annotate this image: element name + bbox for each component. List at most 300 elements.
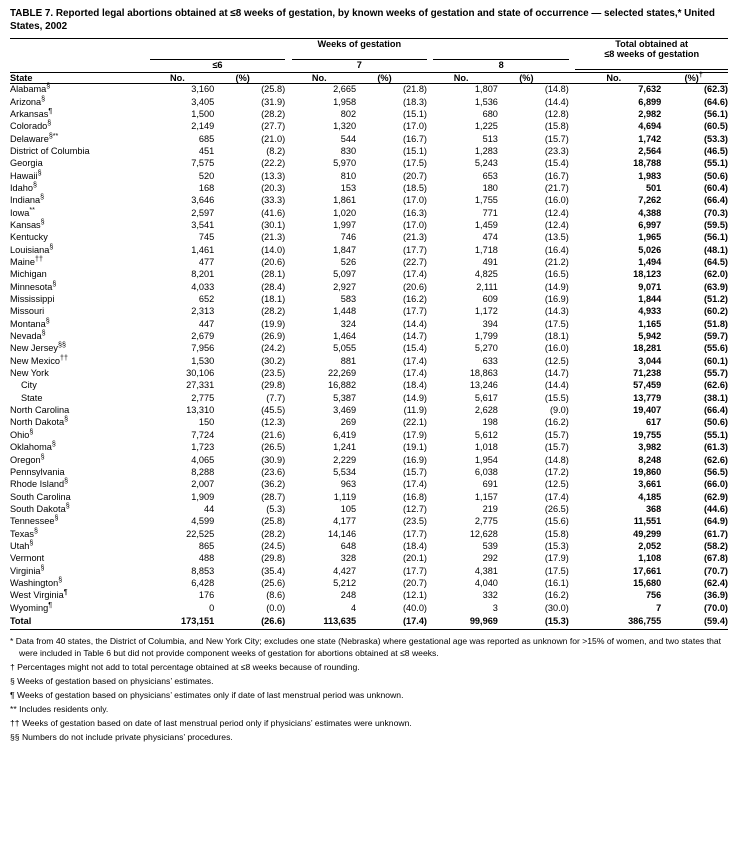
row-state-label: West Virginia¶ [10, 588, 68, 601]
row-state-label: New Jersey§§ [10, 341, 66, 354]
row-w7-pct: (20.6) [402, 281, 427, 292]
row-le6-pct: (20.3) [261, 182, 286, 193]
row-total-no: 368 [645, 503, 662, 514]
row-state-label: Hawaii§ [10, 168, 42, 181]
row-total-pct: (50.6) [703, 170, 728, 181]
row-w8-no: 1,799 [474, 331, 498, 342]
row-w7-no: 2,927 [333, 281, 357, 292]
row-w7-pct: (22.1) [402, 417, 427, 428]
row-w7-pct: (20.7) [402, 577, 427, 588]
row-total-pct: (60.2) [703, 306, 728, 317]
row-total-pct: (67.8) [703, 553, 728, 564]
row-w8-pct: (12.8) [544, 108, 569, 119]
row-w7-no: 105 [340, 503, 357, 514]
total-w8-pct: (15.3) [498, 615, 569, 630]
row-state-label: Oregon§ [10, 452, 45, 465]
row-le6-pct: (29.8) [261, 380, 286, 391]
row-total-no: 19,407 [633, 405, 662, 416]
row-w7-no: 2,229 [333, 454, 357, 465]
row-le6-pct: (28.4) [261, 281, 286, 292]
row-total-pct: (70.0) [703, 602, 728, 613]
row-w8-no: 1,157 [474, 491, 498, 502]
table-row [10, 565, 728, 577]
row-w7-pct: (16.8) [402, 491, 427, 502]
row-total-no: 501 [645, 182, 662, 193]
row-w7-no: 544 [340, 133, 357, 144]
row-total-pct: (62.6) [703, 454, 728, 465]
footnote-0: * Data from 40 states, the District of Columbia, and New York City; excludes one state (Nebraska) where gestational age was reported as unknown for >15% of women, and two states that were included in Table 6 but did not provide component weeks of gestation for abortions obtained at ≤8 weeks. [10, 635, 722, 659]
row-total-pct: (55.7) [703, 368, 728, 379]
row-w7-no: 5,212 [333, 577, 357, 588]
row-w7-pct: (14.9) [402, 392, 427, 403]
row-w8-no: 1,459 [474, 219, 498, 230]
row-total-pct: (58.2) [703, 540, 728, 551]
row-w7-pct: (12.1) [402, 590, 427, 601]
row-total-no: 7,632 [638, 84, 662, 95]
table-title: TABLE 7. Reported legal abortions obtained at ≤8 weeks of gestation, by known weeks of gestation and state of occurrence — selected states,* United States, 2002 [10, 8, 715, 32]
row-w7-no: 2,665 [333, 84, 357, 95]
row-total-pct: (51.8) [703, 318, 728, 329]
total-total-pct: (59.4) [661, 615, 728, 630]
row-w7-no: 746 [340, 232, 357, 243]
row-le6-pct: (13.3) [261, 170, 286, 181]
row-w7-no: 526 [340, 257, 357, 267]
row-le6-no: 22,525 [186, 528, 215, 539]
row-total-no: 3,044 [638, 355, 662, 366]
row-w7-no: 1,958 [333, 96, 357, 107]
row-state-label: State [21, 392, 43, 403]
row-w8-pct: (17.5) [544, 565, 569, 576]
row-total-pct: (61.3) [703, 442, 728, 453]
row-state-label: Arkansas¶ [10, 106, 53, 119]
row-total-no: 756 [645, 590, 662, 601]
row-w7-pct: (23.5) [402, 516, 427, 527]
row-w7-pct: (16.2) [402, 294, 427, 305]
row-w8-pct: (12.5) [544, 479, 569, 490]
row-w8-pct: (13.5) [544, 232, 569, 243]
row-total-no: 7,262 [638, 195, 662, 206]
row-total-no: 19,860 [633, 466, 662, 477]
table-row [10, 146, 728, 158]
row-le6-pct: (19.9) [261, 318, 286, 329]
row-w8-no: 1,807 [474, 84, 498, 95]
row-total-no: 5,942 [638, 331, 662, 342]
row-state-label: Washington§ [10, 575, 63, 588]
header-w8-no: No. [433, 72, 497, 83]
row-w8-pct: (16.2) [544, 590, 569, 601]
row-w8-pct: (21.2) [544, 257, 569, 267]
row-state-label: North Dakota§ [10, 415, 69, 428]
row-le6-no: 150 [198, 417, 215, 428]
row-le6-pct: (12.3) [261, 417, 286, 428]
row-w7-pct: (15.1) [402, 108, 427, 119]
row-le6-no: 27,331 [186, 380, 215, 391]
row-total-no: 18,788 [633, 158, 662, 169]
header-w7-no: No. [292, 72, 356, 83]
footnote-6: §§ Numbers do not include private physicians’ procedures. [10, 731, 233, 742]
row-le6-no: 745 [198, 232, 215, 243]
row-total-no: 71,238 [633, 368, 662, 379]
row-le6-pct: (41.6) [261, 207, 286, 218]
table-row [10, 504, 728, 516]
total-w8-no: 99,969 [433, 615, 497, 630]
row-state-label: Maine†† [10, 254, 43, 267]
row-total-pct: (51.2) [703, 294, 728, 305]
row-w8-no: 332 [482, 590, 498, 601]
table-row [10, 121, 728, 133]
row-total-no: 2,982 [638, 108, 662, 119]
row-w8-no: 539 [482, 540, 498, 551]
row-w7-pct: (17.0) [402, 219, 427, 230]
total-label: Total [10, 615, 150, 630]
row-w7-no: 269 [340, 417, 357, 428]
row-le6-no: 30,106 [186, 368, 215, 379]
header-w8-pct: (%) [498, 72, 569, 83]
row-w8-pct: (17.2) [544, 466, 569, 477]
row-state-label: Vermont [10, 553, 45, 564]
row-w7-pct: (17.7) [402, 528, 427, 539]
footnote-1: † Percentages might not add to total percentage obtained at ≤8 weeks because of rounding. [10, 662, 360, 673]
row-w8-pct: (15.3) [544, 540, 569, 551]
row-le6-pct: (24.5) [261, 540, 286, 551]
table-row [10, 331, 728, 343]
row-state-label: Kentucky [10, 232, 48, 243]
row-state-label: Idaho§ [10, 180, 37, 193]
row-le6-no: 4,599 [191, 516, 215, 527]
row-total-pct: (48.1) [703, 244, 728, 255]
row-total-no: 1,983 [638, 170, 662, 181]
row-w8-no: 1,755 [474, 195, 498, 206]
row-le6-no: 3,160 [191, 84, 215, 95]
row-total-pct: (56.1) [703, 232, 728, 243]
row-total-pct: (62.3) [703, 84, 728, 95]
row-w7-no: 5,055 [333, 343, 357, 354]
row-w7-no: 648 [340, 540, 357, 551]
header-subgroup-le6: ≤6 [212, 59, 223, 70]
row-total-pct: (63.9) [703, 281, 728, 292]
row-w7-pct: (17.0) [402, 121, 427, 132]
row-total-pct: (70.7) [703, 565, 728, 576]
row-w8-pct: (15.5) [544, 392, 569, 403]
row-w7-no: 16,882 [327, 380, 357, 391]
row-le6-no: 1,530 [191, 355, 215, 366]
row-w7-no: 4,427 [333, 565, 357, 576]
row-le6-pct: (8.6) [266, 590, 286, 601]
row-w7-pct: (16.3) [402, 207, 427, 218]
row-total-pct: (55.6) [703, 343, 728, 354]
row-total-no: 7 [656, 602, 662, 613]
table-row [10, 281, 728, 293]
row-w7-no: 810 [340, 170, 357, 181]
row-le6-no: 3,405 [191, 96, 215, 107]
row-w7-no: 583 [340, 294, 357, 305]
row-w8-pct: (15.7) [544, 429, 569, 440]
row-le6-no: 1,909 [191, 491, 215, 502]
row-w7-pct: (18.4) [402, 380, 427, 391]
row-w8-pct: (12.4) [544, 219, 569, 230]
row-total-pct: (64.6) [703, 96, 728, 107]
row-le6-no: 4,033 [191, 281, 215, 292]
row-total-pct: (56.5) [703, 466, 728, 477]
row-total-no: 1,965 [638, 232, 662, 243]
row-le6-no: 2,775 [191, 392, 215, 403]
row-le6-pct: (5.3) [266, 503, 286, 514]
row-state-label: Utah§ [10, 538, 34, 551]
row-le6-no: 0 [209, 602, 215, 613]
row-w8-pct: (15.4) [544, 158, 569, 169]
row-total-no: 4,185 [638, 491, 662, 502]
row-w8-pct: (14.3) [544, 306, 569, 317]
table-row [10, 220, 728, 232]
row-w7-pct: (14.7) [402, 331, 427, 342]
row-w7-pct: (17.7) [402, 565, 427, 576]
table-row [10, 318, 728, 330]
row-w8-pct: (15.7) [544, 442, 569, 453]
header-state: State [10, 72, 150, 83]
footnote-3: ¶ Weeks of gestation based on physicians’ estimates only if date of last menstrual period was unknown. [10, 690, 404, 701]
table-row [10, 454, 728, 466]
table-row [10, 602, 728, 614]
row-le6-pct: (7.7) [266, 392, 286, 403]
row-le6-pct: (21.3) [261, 232, 286, 243]
table-row [10, 417, 728, 429]
row-state-label: New Mexico†† [10, 353, 68, 366]
row-w8-pct: (21.7) [544, 182, 569, 193]
header-total-pct: (%)† [661, 72, 728, 83]
row-w7-pct: (20.1) [402, 553, 427, 564]
row-w7-no: 1,241 [333, 442, 357, 453]
row-state-label: Indiana§ [10, 193, 45, 206]
row-le6-pct: (26.9) [261, 331, 286, 342]
row-w8-no: 1,018 [474, 442, 498, 453]
row-state-label: Pennsylvania [10, 466, 65, 477]
row-total-pct: (55.1) [703, 158, 728, 169]
table-row [10, 96, 728, 108]
row-total-no: 57,459 [633, 380, 662, 391]
row-le6-no: 176 [198, 590, 215, 601]
row-le6-no: 8,201 [191, 269, 215, 280]
row-w8-no: 2,628 [474, 405, 498, 416]
row-w7-no: 1,997 [333, 219, 357, 230]
table-row [10, 491, 728, 503]
row-w7-no: 5,097 [333, 269, 357, 280]
row-w8-pct: (15.8) [544, 528, 569, 539]
row-w7-no: 4,177 [333, 516, 357, 527]
row-le6-pct: (8.2) [266, 145, 286, 156]
row-le6-no: 44 [203, 503, 215, 514]
row-total-no: 8,248 [638, 454, 662, 465]
row-total-no: 9,071 [638, 281, 662, 292]
row-w8-no: 1,172 [474, 306, 498, 317]
row-w8-pct: (16.1) [544, 577, 569, 588]
row-le6-pct: (20.6) [261, 257, 286, 267]
row-le6-pct: (23.6) [261, 466, 286, 477]
row-le6-pct: (25.8) [261, 516, 286, 527]
row-w7-pct: (40.0) [402, 602, 427, 613]
row-w8-no: 1,536 [474, 96, 498, 107]
row-le6-no: 2,149 [191, 121, 215, 132]
row-total-pct: (38.1) [703, 392, 728, 403]
row-w8-no: 680 [482, 108, 498, 119]
row-le6-no: 1,461 [191, 244, 215, 255]
row-total-no: 617 [645, 417, 662, 428]
row-w7-no: 14,146 [327, 528, 357, 539]
row-le6-pct: (21.0) [261, 133, 286, 144]
row-w8-pct: (23.3) [544, 145, 569, 156]
row-le6-pct: (21.6) [261, 429, 286, 440]
row-le6-no: 168 [198, 182, 215, 193]
row-state-label: Alabama§ [10, 82, 51, 95]
row-w8-pct: (15.7) [544, 133, 569, 144]
footnote-4: ** Includes residents only. [10, 704, 109, 715]
header-w7-pct: (%) [356, 72, 427, 83]
row-le6-no: 488 [198, 553, 215, 564]
row-w8-no: 4,381 [474, 565, 498, 576]
total-le6-no: 173,151 [150, 615, 214, 630]
row-le6-pct: (28.2) [261, 306, 286, 317]
row-w7-pct: (17.5) [402, 158, 427, 169]
row-w8-pct: (26.5) [544, 503, 569, 514]
row-le6-no: 1,500 [191, 108, 215, 119]
row-total-pct: (56.1) [703, 108, 728, 119]
row-le6-pct: (22.2) [261, 158, 286, 169]
row-w7-pct: (16.9) [402, 454, 427, 465]
row-w7-no: 1,020 [333, 207, 357, 218]
row-total-no: 17,661 [633, 565, 662, 576]
total-le6-pct: (26.6) [214, 615, 285, 630]
row-le6-pct: (28.7) [261, 491, 286, 502]
row-total-no: 6,997 [638, 219, 662, 230]
row-w7-pct: (17.9) [402, 429, 427, 440]
row-le6-pct: (18.1) [261, 294, 286, 305]
row-total-no: 18,281 [633, 343, 662, 354]
row-state-label: Kansas§ [10, 217, 45, 230]
row-w7-no: 6,419 [333, 429, 357, 440]
row-w8-no: 1,954 [474, 454, 498, 465]
footnote-5: †† Weeks of gestation based on date of last menstrual period only if physicians’ estimates were unknown. [10, 718, 412, 728]
row-w7-pct: (22.7) [402, 257, 427, 267]
row-w8-no: 13,246 [469, 380, 498, 391]
row-total-pct: (62.0) [703, 269, 728, 280]
row-le6-no: 4,065 [191, 454, 215, 465]
table-row [10, 590, 728, 602]
table-row [10, 442, 728, 454]
row-w7-pct: (12.7) [402, 503, 427, 514]
row-w7-pct: (19.1) [402, 442, 427, 453]
row-w7-pct: (17.4) [402, 368, 427, 379]
row-total-pct: (64.9) [703, 516, 728, 527]
footnotes [10, 635, 728, 744]
row-total-no: 15,680 [633, 577, 662, 588]
row-total-no: 1,844 [638, 294, 662, 305]
row-w8-pct: (14.7) [544, 368, 569, 379]
row-w8-no: 5,243 [474, 158, 498, 169]
row-le6-pct: (24.2) [261, 343, 286, 354]
table-total-row [10, 615, 728, 630]
row-le6-no: 477 [198, 257, 215, 267]
row-w8-pct: (12.5) [544, 355, 569, 366]
table-row [10, 355, 728, 367]
total-total-no: 386,755 [575, 615, 661, 630]
row-le6-pct: (36.2) [261, 479, 286, 490]
row-w7-pct: (17.7) [402, 244, 427, 255]
row-w8-no: 2,111 [476, 281, 498, 292]
row-le6-no: 7,575 [191, 158, 215, 169]
row-w8-pct: (16.2) [544, 417, 569, 428]
row-w8-no: 653 [482, 170, 498, 181]
row-w8-pct: (17.4) [544, 491, 569, 502]
row-w7-pct: (14.4) [402, 318, 427, 329]
row-w7-no: 4 [350, 602, 357, 613]
table-row [10, 380, 728, 392]
row-le6-no: 2,007 [191, 479, 215, 490]
row-w7-pct: (20.7) [402, 170, 427, 181]
row-w8-pct: (17.9) [544, 553, 569, 564]
table-row [10, 158, 728, 170]
row-total-pct: (60.5) [703, 121, 728, 132]
row-w7-no: 328 [340, 553, 357, 564]
row-w8-no: 771 [482, 207, 498, 218]
row-state-label: Ohio§ [10, 427, 34, 440]
table-row [10, 195, 728, 207]
row-total-pct: (62.6) [703, 380, 728, 391]
row-le6-no: 1,723 [191, 442, 215, 453]
row-state-label: New York [10, 368, 49, 379]
header-le6-pct: (%) [214, 72, 285, 83]
table-row [10, 133, 728, 145]
row-state-label: Arizona§ [10, 94, 46, 107]
table-body [10, 83, 728, 629]
table-row [10, 405, 728, 417]
row-state-label: Oklahoma§ [10, 440, 56, 453]
row-state-label: City [21, 380, 37, 391]
row-w7-no: 5,387 [333, 392, 357, 403]
row-le6-no: 7,724 [191, 429, 215, 440]
row-total-no: 5,026 [638, 244, 662, 255]
table-row [10, 368, 728, 380]
row-w8-no: 180 [482, 182, 498, 193]
row-le6-pct: (26.5) [261, 442, 286, 453]
row-total-no: 1,165 [638, 318, 662, 329]
row-w8-pct: (14.4) [544, 96, 569, 107]
row-w7-no: 22,269 [327, 368, 357, 379]
row-w7-no: 1,861 [333, 195, 357, 206]
row-le6-pct: (25.8) [261, 84, 286, 95]
row-state-label: Mississippi [10, 294, 55, 305]
row-total-pct: (66.4) [703, 405, 728, 416]
table-row [10, 516, 728, 528]
table-row [10, 306, 728, 318]
row-state-label: Texas§ [10, 526, 38, 539]
table-row [10, 170, 728, 182]
row-w8-no: 633 [482, 355, 498, 366]
row-le6-no: 447 [198, 318, 215, 329]
row-le6-pct: (28.2) [261, 528, 286, 539]
row-total-pct: (61.7) [703, 528, 728, 539]
row-le6-no: 2,597 [191, 207, 215, 218]
row-le6-no: 2,679 [191, 331, 215, 342]
row-le6-pct: (29.8) [261, 553, 286, 564]
header-subgroup-7: 7 [356, 59, 362, 70]
row-w7-pct: (11.9) [403, 405, 427, 416]
row-w7-no: 1,320 [333, 121, 357, 132]
row-total-pct: (62.4) [703, 577, 728, 588]
row-total-pct: (59.5) [703, 219, 728, 230]
header-total-obtained-line1: Total obtained at [575, 39, 728, 50]
row-total-pct: (60.4) [703, 182, 728, 193]
table-row [10, 83, 728, 96]
row-total-no: 13,779 [633, 392, 662, 403]
